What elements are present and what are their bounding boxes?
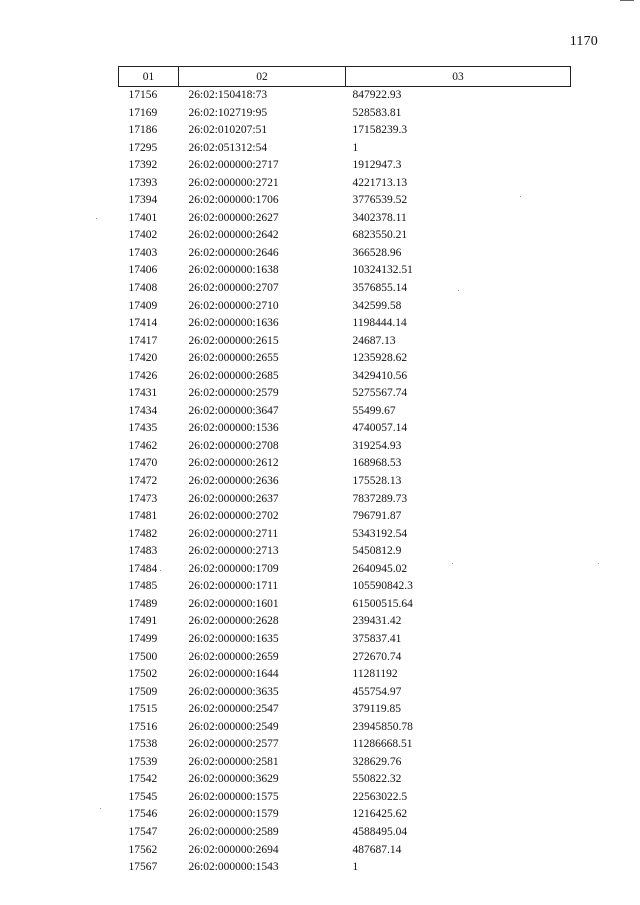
table-row: [119, 736, 571, 754]
row-id-cell: 17481: [128, 510, 158, 523]
row-value-cell: 22563022.5: [352, 790, 408, 803]
row-code-cell: 26:02:000000:2711: [188, 527, 279, 540]
row-id-cell: 17485: [128, 580, 158, 593]
row-value-cell: 3776539.52: [352, 194, 408, 207]
row-value-cell: 1216425.62: [352, 808, 408, 821]
row-code-cell: 26:02:000000:2717: [188, 159, 279, 172]
row-code-cell: 26:02:000000:2642: [188, 229, 279, 242]
table-row: [119, 578, 571, 596]
table-row: [119, 438, 571, 456]
row-value-cell: 1235928.62: [352, 352, 408, 365]
row-value-cell: 11281192: [352, 668, 398, 681]
data-table: [118, 66, 571, 877]
row-value-cell: 3576855.14: [352, 282, 408, 295]
table-row: [119, 403, 571, 421]
row-value-cell: 550822.32: [352, 773, 402, 786]
row-value-cell: 4740057.14: [352, 422, 408, 435]
row-code-cell: 26:02:000000:3629: [188, 773, 279, 786]
row-code-cell: 26:02:000000:2612: [188, 457, 279, 470]
row-code-cell: 26:02:000000:2655: [188, 352, 279, 365]
row-id-cell: 17473: [128, 492, 158, 505]
scan-speck: [452, 563, 453, 564]
row-value-cell: 24687.13: [352, 334, 396, 347]
scan-speck: [520, 196, 521, 197]
row-value-cell: 55499.67: [352, 404, 396, 417]
row-value-cell: 7837289.73: [352, 492, 408, 505]
table-row: [119, 105, 571, 123]
row-code-cell: 26:02:000000:2694: [188, 843, 279, 856]
row-id-cell: 17489: [128, 597, 158, 610]
row-id-cell: 17542: [128, 773, 158, 786]
table-row: [119, 385, 571, 403]
row-value-cell: 319254.93: [352, 439, 402, 452]
table-row: [119, 298, 571, 316]
scan-speck: [598, 563, 599, 564]
table-row: [119, 771, 571, 789]
row-value-cell: 5343192.54: [352, 527, 408, 540]
row-code-cell: 26:02:000000:2589: [188, 825, 279, 838]
row-code-cell: 26:02:000000:1638: [188, 264, 279, 277]
table-row: [119, 455, 571, 473]
row-code-cell: 26:02:000000:2685: [188, 369, 279, 382]
row-value-cell: 1198444.14: [352, 317, 407, 330]
row-id-cell: 17547: [128, 825, 158, 838]
row-code-cell: 26:02:000000:1579: [188, 808, 279, 821]
row-id-cell: 17567: [128, 861, 158, 874]
row-id-cell: 17499: [128, 632, 158, 645]
table-row: [119, 157, 571, 175]
table-row: [119, 491, 571, 509]
row-code-cell: 26:02:000000:2615: [188, 334, 279, 347]
row-code-cell: 26:02:000000:2579: [188, 387, 279, 400]
table-row: [119, 140, 571, 158]
row-value-cell: 3402378.11: [352, 211, 407, 224]
table-row: [119, 754, 571, 772]
row-id-cell: 17546: [128, 808, 158, 821]
row-code-cell: 26:02:000000:1536: [188, 422, 279, 435]
row-id-cell: 17472: [128, 475, 158, 488]
table-header-row: [119, 67, 571, 87]
row-id-cell: 17431: [128, 387, 158, 400]
row-id-cell: 17562: [128, 843, 158, 856]
row-value-cell: 528583.81: [352, 106, 402, 119]
table-row: [119, 175, 571, 193]
table-row: [119, 789, 571, 807]
row-id-cell: 17420: [128, 352, 158, 365]
table-row: [119, 87, 571, 105]
row-code-cell: 26:02:000000:2713: [188, 545, 279, 558]
row-value-cell: 1: [352, 141, 359, 154]
row-id-cell: 17394: [128, 194, 158, 207]
row-id-cell: 17484: [128, 562, 158, 575]
row-id-cell: 17470: [128, 457, 158, 470]
row-value-cell: 375837.41: [352, 632, 402, 645]
table-row: [119, 350, 571, 368]
table-row: [119, 192, 571, 210]
row-value-cell: 4221713.13: [352, 176, 408, 189]
row-id-cell: 17393: [128, 176, 158, 189]
scan-speck: [96, 218, 97, 219]
row-code-cell: 26:02:000000:2721: [188, 176, 279, 189]
row-code-cell: 26:02:000000:2710: [188, 299, 279, 312]
row-value-cell: 6823550.21: [352, 229, 408, 242]
row-code-cell: 26:02:000000:2636: [188, 475, 279, 488]
table-row: [119, 526, 571, 544]
row-value-cell: 272670.74: [352, 650, 402, 663]
table-row: [119, 245, 571, 263]
table-row: [119, 666, 571, 684]
row-code-cell: 26:02:000000:1635: [188, 632, 279, 645]
row-id-cell: 17483: [128, 545, 158, 558]
corner-scan-mark: [620, 0, 634, 1]
scan-speck: [160, 570, 161, 571]
row-id-cell: 17435: [128, 422, 158, 435]
table-row: [119, 543, 571, 561]
row-code-cell: 26:02:000000:1644: [188, 668, 279, 681]
table-row: [119, 596, 571, 614]
column-header-02: 02: [179, 67, 346, 87]
row-value-cell: 455754.97: [352, 685, 402, 698]
row-code-cell: 26:02:102719:95: [188, 106, 268, 119]
table-row: [119, 613, 571, 631]
table-row: [119, 684, 571, 702]
row-code-cell: 26:02:000000:2659: [188, 650, 279, 663]
row-value-cell: 847922.93: [352, 89, 402, 101]
row-id-cell: 17539: [128, 755, 158, 768]
row-value-cell: 11286668.51: [352, 738, 413, 751]
table-row: [119, 368, 571, 386]
table-row: [119, 315, 571, 333]
row-code-cell: 26:02:000000:2549: [188, 720, 279, 733]
row-code-cell: 26:02:000000:3647: [188, 404, 279, 417]
row-code-cell: 26:02:000000:1543: [188, 861, 279, 874]
column-header-01: 01: [119, 67, 179, 87]
row-id-cell: 17502: [128, 668, 158, 681]
row-code-cell: 26:02:000000:2547: [188, 703, 279, 716]
row-code-cell: 26:02:150418:73: [188, 89, 268, 101]
table-row: [119, 473, 571, 491]
row-value-cell: 796791.87: [352, 510, 402, 523]
row-id-cell: 17434: [128, 404, 158, 417]
row-code-cell: 26:02:000000:2702: [188, 510, 279, 523]
row-id-cell: 17392: [128, 159, 158, 172]
table-row: [119, 210, 571, 228]
row-value-cell: 3429410.56: [352, 369, 408, 382]
table-row: [119, 631, 571, 649]
row-value-cell: 366528.96: [352, 246, 402, 259]
row-code-cell: 26:02:000000:2646: [188, 246, 279, 259]
row-id-cell: 17545: [128, 790, 158, 803]
row-value-cell: 105590842.3: [352, 580, 413, 593]
row-id-cell: 17509: [128, 685, 158, 698]
row-id-cell: 17409: [128, 299, 158, 312]
row-id-cell: 17402: [128, 229, 158, 242]
row-id-cell: 17516: [128, 720, 158, 733]
row-value-cell: 342599.58: [352, 299, 402, 312]
row-value-cell: 328629.76: [352, 755, 402, 768]
row-value-cell: 175528.13: [352, 475, 402, 488]
table-row: [119, 649, 571, 667]
table-row: [119, 508, 571, 526]
row-code-cell: 26:02:000000:2708: [188, 439, 279, 452]
row-code-cell: 26:02:000000:2627: [188, 211, 279, 224]
row-code-cell: 26:02:000000:1706: [188, 194, 279, 207]
row-value-cell: 239431.42: [352, 615, 402, 628]
row-id-cell: 17491: [128, 615, 158, 628]
row-value-cell: 5450812.9: [352, 545, 402, 558]
row-value-cell: 379119.85: [352, 703, 401, 716]
row-code-cell: 26:02:051312:54: [188, 141, 268, 154]
row-id-cell: 17500: [128, 650, 158, 663]
row-id-cell: 17462: [128, 439, 158, 452]
table-row: [119, 122, 571, 140]
table-row: [119, 701, 571, 719]
row-id-cell: 17417: [128, 334, 158, 347]
row-code-cell: 26:02:000000:2581: [188, 755, 279, 768]
scan-speck: [458, 290, 459, 291]
table-row: [119, 420, 571, 438]
row-value-cell: 2640945.02: [352, 562, 408, 575]
row-id-cell: 17156: [128, 89, 158, 101]
row-code-cell: 26:02:000000:1709: [188, 562, 279, 575]
table-row: [119, 824, 571, 842]
table-row: [119, 806, 571, 824]
row-value-cell: 5275567.74: [352, 387, 408, 400]
row-code-cell: 26:02:010207:51: [188, 124, 268, 137]
row-value-cell: 17158239.3: [352, 124, 408, 137]
table-body: [119, 87, 571, 877]
row-id-cell: 17186: [128, 124, 158, 137]
row-value-cell: 4588495.04: [352, 825, 408, 838]
row-code-cell: 26:02:000000:1601: [188, 597, 279, 610]
row-id-cell: 17414: [128, 317, 158, 330]
row-code-cell: 26:02:000000:2628: [188, 615, 279, 628]
row-id-cell: 17482: [128, 527, 158, 540]
column-header-03: 03: [346, 67, 571, 87]
row-value-cell: 487687.14: [352, 843, 402, 856]
table-row: [119, 333, 571, 351]
table-row: [119, 280, 571, 298]
row-id-cell: 17538: [128, 738, 158, 751]
row-id-cell: 17401: [128, 211, 158, 224]
row-value-cell: 10324132.51: [352, 264, 413, 277]
row-value-cell: 23945850.78: [352, 720, 413, 733]
row-value-cell: 1912947.3: [352, 159, 402, 172]
table-row: [119, 262, 571, 280]
row-id-cell: 17169: [128, 106, 158, 119]
row-code-cell: 26:02:000000:1575: [188, 790, 279, 803]
scan-speck: [100, 808, 101, 809]
row-id-cell: 17408: [128, 282, 158, 295]
table-row: [119, 842, 571, 860]
table-row: [119, 859, 571, 877]
row-id-cell: 17403: [128, 246, 158, 259]
row-id-cell: 17295: [128, 141, 158, 154]
table-row: [119, 227, 571, 245]
row-code-cell: 26:02:000000:1711: [188, 580, 279, 593]
row-code-cell: 26:02:000000:1636: [188, 317, 279, 330]
row-id-cell: 17426: [128, 369, 158, 382]
row-code-cell: 26:02:000000:2637: [188, 492, 279, 505]
data-table-container: [118, 66, 570, 877]
row-value-cell: 1: [352, 861, 359, 874]
row-id-cell: 17515: [128, 703, 158, 716]
row-code-cell: 26:02:000000:2707: [188, 282, 279, 295]
table-row: [119, 719, 571, 737]
page-number: 1170: [569, 34, 598, 49]
row-code-cell: 26:02:000000:2577: [188, 738, 279, 751]
row-value-cell: 61500515.64: [352, 597, 413, 610]
row-id-cell: 17406: [128, 264, 158, 277]
row-code-cell: 26:02:000000:3635: [188, 685, 279, 698]
row-value-cell: 168968.53: [352, 457, 402, 470]
table-row: [119, 561, 571, 579]
